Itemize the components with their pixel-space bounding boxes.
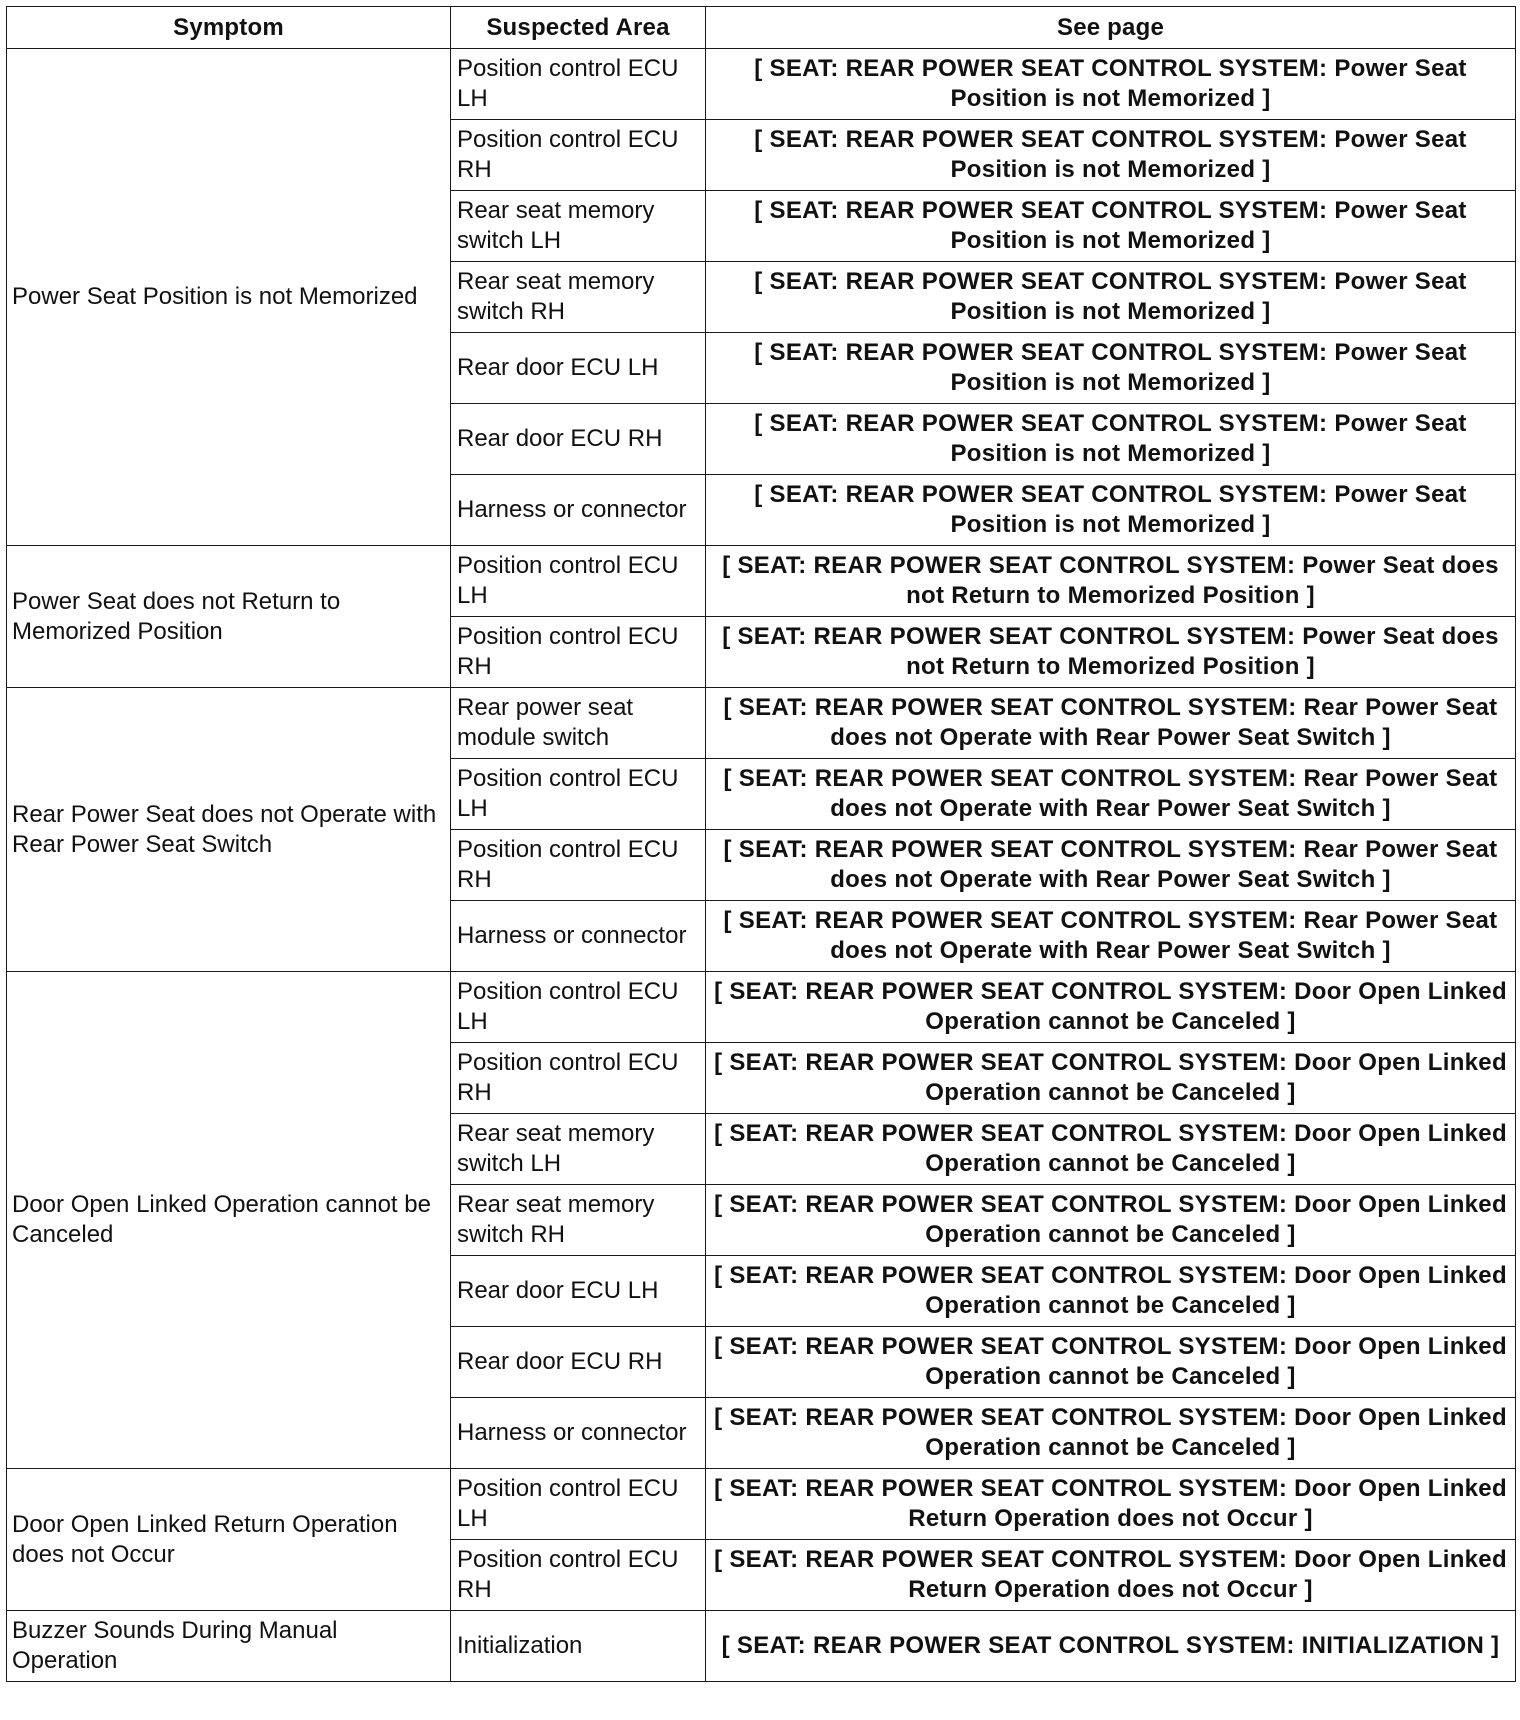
table-row (7, 49, 1516, 120)
troubleshooting-table (6, 6, 1516, 1682)
suspected-area-cell: Harness or connector (451, 1398, 706, 1469)
suspected-area-cell: Position control ECU LH (451, 972, 706, 1043)
see-page-link[interactable]: [ SEAT: REAR POWER SEAT CONTROL SYSTEM: Door Open Linked Operation cannot be Canceled ] (706, 972, 1516, 1043)
suspected-area-cell: Position control ECU RH (451, 830, 706, 901)
suspected-area-cell: Position control ECU RH (451, 1540, 706, 1611)
symptom-cell: Power Seat does not Return to Memorized Position (7, 546, 451, 688)
see-page-link[interactable]: [ SEAT: REAR POWER SEAT CONTROL SYSTEM: Door Open Linked Operation cannot be Canceled ] (706, 1398, 1516, 1469)
see-page-link[interactable]: [ SEAT: REAR POWER SEAT CONTROL SYSTEM: Rear Power Seat does not Operate with Rear Power Seat Switch ] (706, 759, 1516, 830)
table-body (7, 49, 1516, 1682)
suspected-area-cell: Position control ECU RH (451, 1043, 706, 1114)
table-row (7, 972, 1516, 1043)
see-page-link[interactable]: [ SEAT: REAR POWER SEAT CONTROL SYSTEM: Power Seat Position is not Memorized ] (706, 404, 1516, 475)
see-page-link[interactable]: [ SEAT: REAR POWER SEAT CONTROL SYSTEM: Rear Power Seat does not Operate with Rear Power Seat Switch ] (706, 830, 1516, 901)
suspected-area-cell: Rear door ECU RH (451, 1327, 706, 1398)
suspected-area-cell: Harness or connector (451, 901, 706, 972)
table-row (7, 1469, 1516, 1540)
symptom-cell: Door Open Linked Return Operation does not Occur (7, 1469, 451, 1611)
see-page-link[interactable]: [ SEAT: REAR POWER SEAT CONTROL SYSTEM: Power Seat Position is not Memorized ] (706, 262, 1516, 333)
see-page-link[interactable]: [ SEAT: REAR POWER SEAT CONTROL SYSTEM: Power Seat does not Return to Memorized Position ] (706, 617, 1516, 688)
see-page-link[interactable]: [ SEAT: REAR POWER SEAT CONTROL SYSTEM: Door Open Linked Operation cannot be Canceled ] (706, 1114, 1516, 1185)
suspected-area-cell: Rear seat memory switch RH (451, 1185, 706, 1256)
suspected-area-cell: Harness or connector (451, 475, 706, 546)
header-suspected-area: Suspected Area (451, 7, 706, 49)
suspected-area-cell: Rear door ECU RH (451, 404, 706, 475)
see-page-link[interactable]: [ SEAT: REAR POWER SEAT CONTROL SYSTEM: Power Seat does not Return to Memorized Position ] (706, 546, 1516, 617)
see-page-link[interactable]: [ SEAT: REAR POWER SEAT CONTROL SYSTEM: Rear Power Seat does not Operate with Rear Power Seat Switch ] (706, 688, 1516, 759)
suspected-area-cell: Initialization (451, 1611, 706, 1682)
see-page-link[interactable]: [ SEAT: REAR POWER SEAT CONTROL SYSTEM: Door Open Linked Operation cannot be Canceled ] (706, 1256, 1516, 1327)
suspected-area-cell: Rear seat memory switch LH (451, 191, 706, 262)
header-row (7, 7, 1516, 49)
see-page-link[interactable]: [ SEAT: REAR POWER SEAT CONTROL SYSTEM: Power Seat Position is not Memorized ] (706, 475, 1516, 546)
see-page-link[interactable]: [ SEAT: REAR POWER SEAT CONTROL SYSTEM: Door Open Linked Return Operation does not Occur ] (706, 1540, 1516, 1611)
see-page-link[interactable]: [ SEAT: REAR POWER SEAT CONTROL SYSTEM: INITIALIZATION ] (706, 1611, 1516, 1682)
suspected-area-cell: Position control ECU LH (451, 49, 706, 120)
table-row (7, 546, 1516, 617)
suspected-area-cell: Position control ECU LH (451, 1469, 706, 1540)
see-page-link[interactable]: [ SEAT: REAR POWER SEAT CONTROL SYSTEM: Power Seat Position is not Memorized ] (706, 49, 1516, 120)
suspected-area-cell: Rear power seat module switch (451, 688, 706, 759)
see-page-link[interactable]: [ SEAT: REAR POWER SEAT CONTROL SYSTEM: Door Open Linked Operation cannot be Canceled ] (706, 1327, 1516, 1398)
suspected-area-cell: Rear seat memory switch RH (451, 262, 706, 333)
suspected-area-cell: Rear door ECU LH (451, 333, 706, 404)
suspected-area-cell: Rear seat memory switch LH (451, 1114, 706, 1185)
header-see-page: See page (706, 7, 1516, 49)
table-row (7, 1611, 1516, 1682)
symptom-cell: Rear Power Seat does not Operate with Rear Power Seat Switch (7, 688, 451, 972)
suspected-area-cell: Rear door ECU LH (451, 1256, 706, 1327)
suspected-area-cell: Position control ECU LH (451, 759, 706, 830)
symptom-cell: Door Open Linked Operation cannot be Canceled (7, 972, 451, 1469)
suspected-area-cell: Position control ECU RH (451, 617, 706, 688)
see-page-link[interactable]: [ SEAT: REAR POWER SEAT CONTROL SYSTEM: Power Seat Position is not Memorized ] (706, 120, 1516, 191)
see-page-link[interactable]: [ SEAT: REAR POWER SEAT CONTROL SYSTEM: Door Open Linked Operation cannot be Canceled ] (706, 1043, 1516, 1114)
symptom-cell: Buzzer Sounds During Manual Operation (7, 1611, 451, 1682)
see-page-link[interactable]: [ SEAT: REAR POWER SEAT CONTROL SYSTEM: Power Seat Position is not Memorized ] (706, 191, 1516, 262)
header-symptom: Symptom (7, 7, 451, 49)
see-page-link[interactable]: [ SEAT: REAR POWER SEAT CONTROL SYSTEM: Door Open Linked Return Operation does not Occur ] (706, 1469, 1516, 1540)
see-page-link[interactable]: [ SEAT: REAR POWER SEAT CONTROL SYSTEM: Door Open Linked Operation cannot be Canceled ] (706, 1185, 1516, 1256)
see-page-link[interactable]: [ SEAT: REAR POWER SEAT CONTROL SYSTEM: Power Seat Position is not Memorized ] (706, 333, 1516, 404)
suspected-area-cell: Position control ECU LH (451, 546, 706, 617)
see-page-link[interactable]: [ SEAT: REAR POWER SEAT CONTROL SYSTEM: Rear Power Seat does not Operate with Rear Power Seat Switch ] (706, 901, 1516, 972)
table-row (7, 688, 1516, 759)
suspected-area-cell: Position control ECU RH (451, 120, 706, 191)
symptom-cell: Power Seat Position is not Memorized (7, 49, 451, 546)
